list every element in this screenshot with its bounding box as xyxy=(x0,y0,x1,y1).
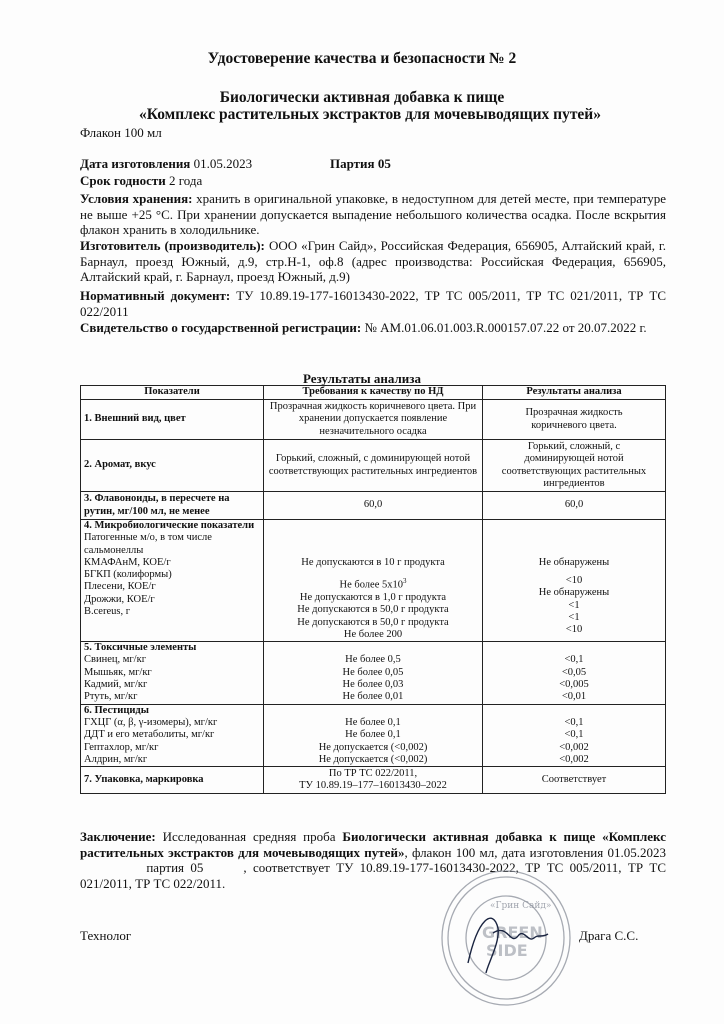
document-title: Удостоверение качества и безопасности № 2 xyxy=(207,50,517,67)
indicator-cell: 2. Аромат, вкус xyxy=(81,440,264,492)
result-cell: 60,0 xyxy=(483,492,666,520)
result-item: <0,01 xyxy=(561,691,587,703)
requirement-cell xyxy=(264,642,483,704)
indicator-item: B.cereus, г xyxy=(84,606,130,618)
result-cell: Прозрачная жидкость коричневого цвета. xyxy=(483,400,666,440)
table-row-microbiology xyxy=(81,520,666,642)
svg-text:«Грин Сайд»: «Грин Сайд» xyxy=(490,901,552,911)
product-name: «Комплекс растительных экстрактов для мочевыводящих путей» xyxy=(138,106,601,123)
requirement-item: Не допускается (<0,002) xyxy=(318,753,428,765)
requirement-cell: 60,0 xyxy=(264,492,483,520)
indicator-item: Мышьяк, мг/кг xyxy=(84,666,152,678)
indicator-item: Дрожжи, КОЕ/г xyxy=(84,593,155,605)
result-item: <0,05 xyxy=(561,666,587,678)
result-item: Не обнаружены xyxy=(538,556,610,568)
requirement-text: Не более 5х10 xyxy=(339,579,403,591)
conclusion-text: Исследованная средняя проба xyxy=(162,829,336,844)
conclusion-label: Заключение: xyxy=(80,829,156,844)
manufacturer-label: Изготовитель (производитель): xyxy=(80,238,265,253)
requirement-item: Не допускаются в 10 г продукта xyxy=(301,556,445,568)
requirement-item: Не более 0,1 xyxy=(345,729,401,741)
conclusion-text: , флакон 100 мл, дата изготовления xyxy=(404,844,604,860)
registration-text: № AM.01.06.01.003.R.000157.07.22 от 20.07.2022 г. xyxy=(364,320,647,335)
requirement-item: Не более 0,1 xyxy=(345,716,401,728)
signer-role: Технолог xyxy=(80,928,132,943)
indicator-item: БГКП (колиформы) xyxy=(84,569,172,581)
registration-certificate xyxy=(80,320,666,336)
signer-name: Драга С.С. xyxy=(579,928,639,943)
result-cell xyxy=(483,642,666,704)
requirement-item: Не более 0,5 xyxy=(345,654,401,666)
storage-label: Условия хранения: xyxy=(80,191,193,206)
package-volume: Флакон 100 мл xyxy=(80,125,162,140)
indicator-item: ДДТ и его метаболиты, мг/кг xyxy=(84,729,215,741)
storage-text: хранить в оригинальной упаковке, в недоступном для детей месте, при температуре не выше +25 °С. При хранении допускается выпадение небольшого количества осадка. После вскрытия флакон хранить в холодильнике. xyxy=(80,191,666,237)
requirement-cell xyxy=(264,704,483,766)
result-item: Не обнаружены xyxy=(538,587,610,599)
section-heading: 4. Микробиологические показатели xyxy=(84,520,255,531)
table-row-pesticides xyxy=(81,704,666,766)
result-item: <0,1 xyxy=(564,654,584,666)
section-heading: 6. Пестициды xyxy=(84,704,149,716)
result-item: <1 xyxy=(568,599,580,611)
header-requirement: Требования к качеству по НД xyxy=(264,386,483,400)
indicator-cell xyxy=(81,704,264,766)
conclusion-date: 01.05.2023 xyxy=(607,844,666,860)
requirement-item: Не более 0,05 xyxy=(342,666,404,678)
manufacture-date-value: 01.05.2023 xyxy=(193,156,253,171)
conclusion xyxy=(80,829,666,891)
product-type: Биологически активная добавка к пище xyxy=(219,89,505,106)
requirement-item: Не допускаются в 50,0 г продукта xyxy=(297,616,449,628)
requirement-cell xyxy=(264,767,483,794)
shelf-life-value: 2 года xyxy=(169,173,203,188)
manufacture-date-line xyxy=(80,156,666,172)
conclusion-batch: 05 xyxy=(190,860,204,875)
section-heading: 5. Токсичные элементы xyxy=(84,642,197,654)
conclusion-batch-word: партия xyxy=(146,860,185,875)
manufacturer-text: ООО «Грин Сайд», Российская Федерация, 656905, Алтайский край, г. Барнаул, проезд Южный, д.9, стр.Н-1, оф.8 (адрес производства: Российская Федерация, 656905, Алтайский край, г. Барнаул, проезд Южный, д.9) xyxy=(80,238,666,284)
requirement-item xyxy=(267,575,479,592)
indicator-item: Патогенные м/о, в том числе сальмонеллы xyxy=(84,532,212,556)
header-result: Результаты анализа xyxy=(483,386,666,400)
manufacturer xyxy=(80,238,666,285)
requirement-item: Не более 200 xyxy=(343,628,403,640)
table-row xyxy=(81,492,666,520)
requirement-cell xyxy=(264,520,483,642)
result-cell xyxy=(483,520,666,642)
requirement-item: Не допускается (<0,002) xyxy=(318,741,428,753)
requirement-item: ТУ 10.89.19–177–16013430–2022 xyxy=(299,780,447,792)
table-row-packaging xyxy=(81,767,666,794)
indicator-item: Гептахлор, мг/кг xyxy=(84,741,159,753)
requirement-item: Не более 0,03 xyxy=(342,679,404,691)
indicator-item: Ртуть, мг/кг xyxy=(84,691,138,703)
requirement-item: Не допускаются в 1,0 г продукта xyxy=(299,591,447,603)
indicator-cell: 1. Внешний вид, цвет xyxy=(81,400,264,440)
svg-text:GREEN: GREEN xyxy=(482,923,543,942)
normative-document xyxy=(80,288,666,319)
indicator-cell: 3. Флавоноиды, в пересчете на рутин, мг/100 мл, не менее xyxy=(81,492,264,520)
svg-text:SIDE: SIDE xyxy=(486,941,528,960)
batch-number: Партия 05 xyxy=(330,156,391,171)
table-row xyxy=(81,440,666,492)
result-item: <1 xyxy=(568,612,580,624)
shelf-life-label: Срок годности xyxy=(80,173,166,188)
result-cell: Горький, сложный, с доминирующей нотой соответствующих растительных ингредиентов xyxy=(483,440,666,492)
indicator-item: Плесени, КОЕ/г xyxy=(84,581,156,593)
result-item: <0,1 xyxy=(564,729,584,741)
result-item: <10 xyxy=(565,575,583,587)
result-item: <10 xyxy=(565,624,583,636)
indicator-item: Кадмий, мг/кг xyxy=(84,679,148,691)
manufacture-date-label: Дата изготовления xyxy=(80,156,191,171)
storage-conditions xyxy=(80,191,666,238)
indicator-item: Алдрин, мг/кг xyxy=(84,753,148,765)
result-item: <0,002 xyxy=(559,753,589,765)
company-stamp-icon xyxy=(438,868,574,1008)
results-title: Результаты анализа xyxy=(303,371,421,386)
shelf-life-line xyxy=(80,173,666,189)
normative-text: ТУ 10.89.19-177-16013430-2022, ТР ТС 005/2011, ТР ТС 021/2011, ТР ТС 022/2011 xyxy=(80,288,666,319)
normative-label: Нормативный документ: xyxy=(80,288,231,303)
conclusion-product: Биологически активная добавка к пище «Комплекс растительных экстрактов для мочевыводящих путей» xyxy=(80,829,666,860)
table-header-row xyxy=(81,386,666,400)
requirement-item: По ТР ТС 022/2011, xyxy=(328,767,418,779)
table-row xyxy=(81,400,666,440)
result-cell xyxy=(483,704,666,766)
indicator-item: КМАФАнМ, КОЕ/г xyxy=(84,556,171,568)
header-indicator: Показатели xyxy=(81,386,264,400)
result-item: <0,1 xyxy=(564,716,584,728)
requirement-item: Не допускаются в 50,0 г продукта xyxy=(297,604,449,616)
indicator-cell xyxy=(81,520,264,642)
indicator-cell: 7. Упаковка, маркировка xyxy=(81,767,264,794)
requirement-cell: Прозрачная жидкость коричневого цвета. При хранении допускается появление незначительного осадка xyxy=(264,400,483,440)
indicator-item: ГХЦГ (α, β, γ-изомеры), мг/кг xyxy=(84,716,218,728)
indicator-cell xyxy=(81,642,264,704)
indicator-item: Свинец, мг/кг xyxy=(84,654,147,666)
result-item: <0,002 xyxy=(559,741,589,753)
results-table xyxy=(80,385,666,794)
registration-label: Свидетельство о государственной регистрации: xyxy=(80,320,362,335)
requirement-item: Не более 0,01 xyxy=(342,691,404,703)
requirement-cell: Горький, сложный, с доминирующей нотой соответствующих растительных ингредиентов xyxy=(264,440,483,492)
exponent: 3 xyxy=(403,577,407,586)
result-cell: Соответствует xyxy=(483,767,666,794)
result-item: <0,005 xyxy=(559,679,589,691)
conclusion-text: , соответствует ТУ 10.89.19-177-16013430-2022, ТР ТС 005/2011, ТР ТС 021/2011, ТР ТС 022/2011. xyxy=(80,860,667,891)
table-row-toxic xyxy=(81,642,666,704)
